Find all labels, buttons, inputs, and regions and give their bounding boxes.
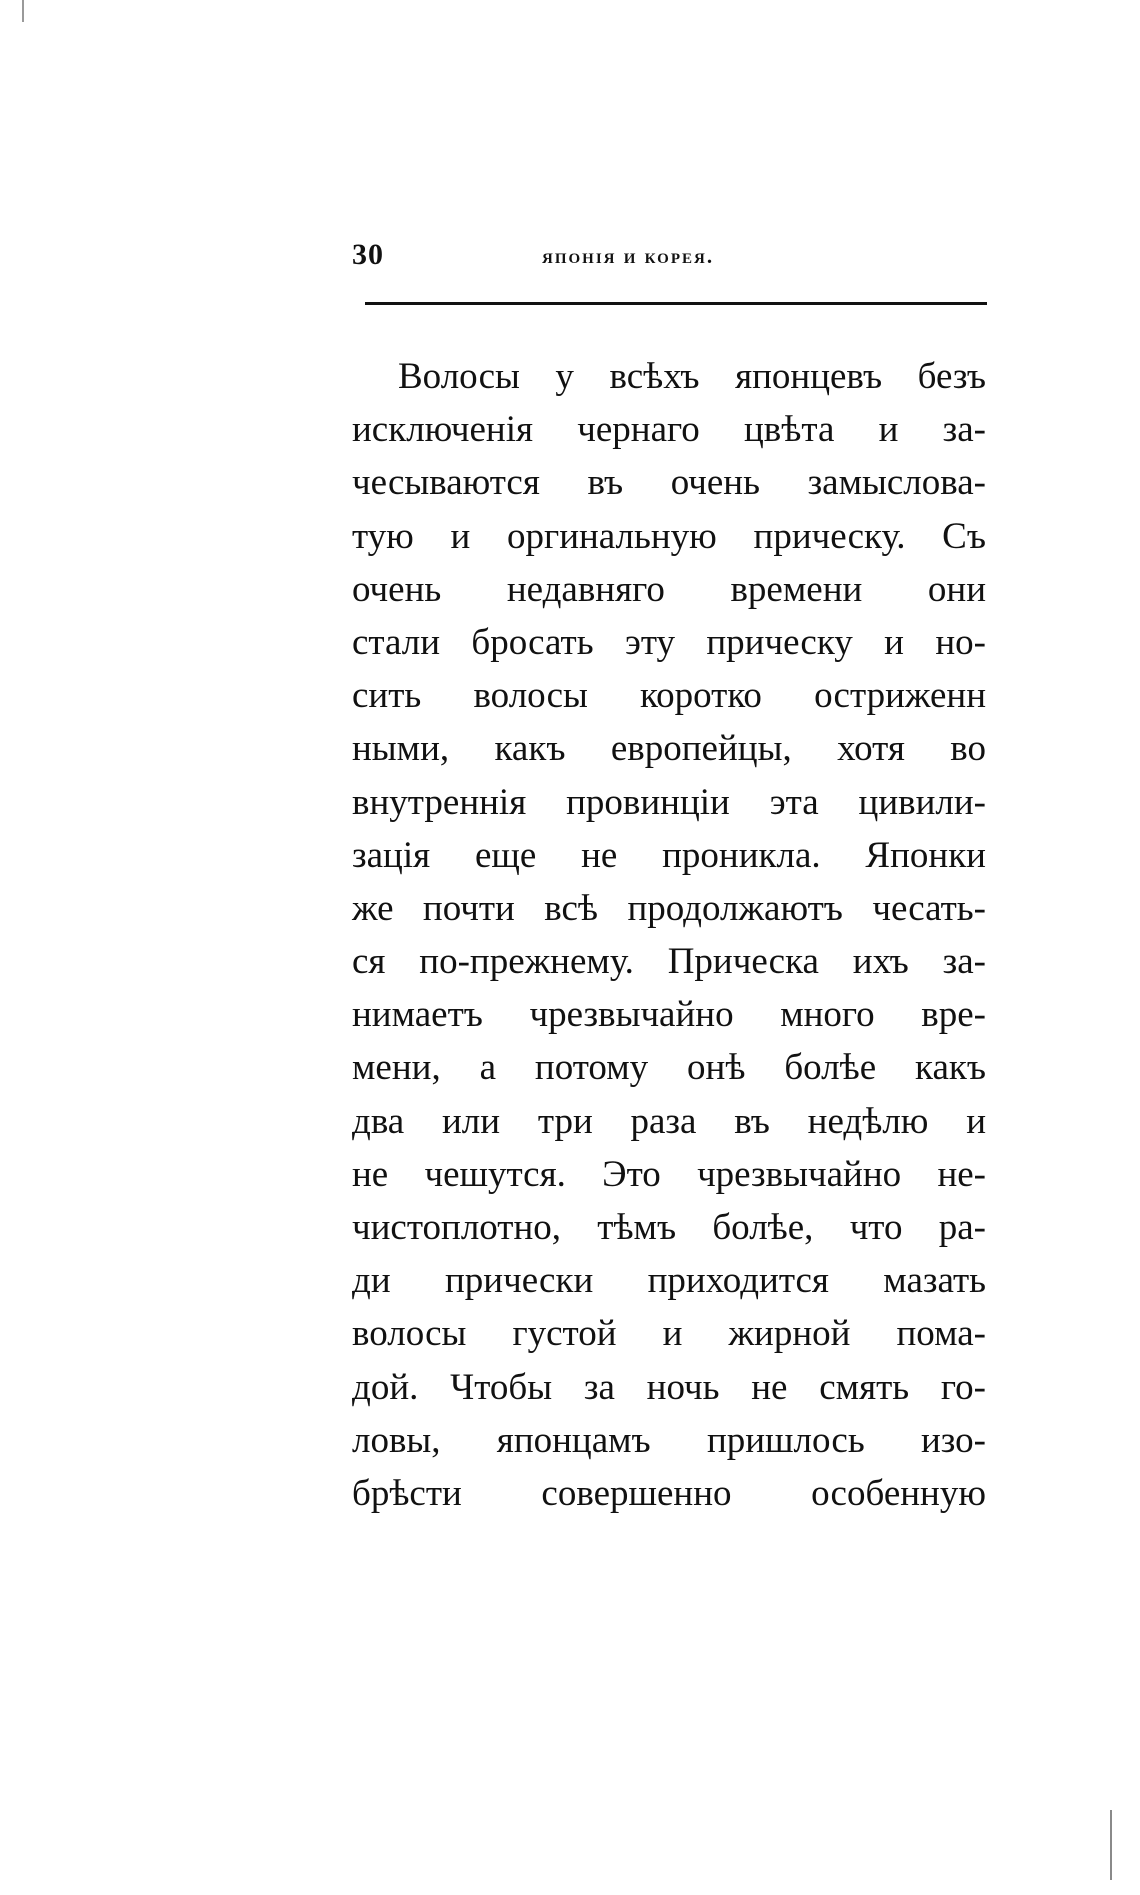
text-line: нимаетъ чрезвычайно много вре-	[352, 994, 986, 1036]
text-line: же почти всѣ продолжаютъ чесать-	[352, 887, 986, 929]
text-line: брѣсти совершенно особенную	[352, 1472, 986, 1514]
text-line: ными, какъ европейцы, хотя во	[352, 728, 986, 770]
page-number: 30	[352, 238, 384, 271]
text-line: тую и оргинальную прическу. Съ	[352, 515, 986, 557]
header-rule	[365, 302, 987, 305]
text-line: два или три раза въ недѣлю и	[352, 1100, 986, 1142]
text-line: сить волосы коротко остриженн	[352, 675, 986, 717]
running-title: японія и корея.	[542, 244, 715, 268]
text-line: дой. Чтобы за ночь не смять го-	[352, 1366, 986, 1408]
text-line: внутреннія провинціи эта цивили-	[352, 781, 986, 823]
running-head	[352, 238, 982, 278]
text-line: стали бросать эту прическу и но-	[352, 621, 986, 663]
text-line: очень недавняго времени они	[352, 568, 986, 610]
scan-edge-mark	[22, 0, 24, 22]
text-line: ловы, японцамъ пришлось изо-	[352, 1419, 986, 1461]
text-line: чесываются въ очень замыслова-	[352, 462, 986, 504]
text-line: исключенія чернаго цвѣта и за-	[352, 409, 986, 451]
text-line: Волосы у всѣхъ японцевъ безъ	[398, 356, 986, 397]
text-line: ся по-прежнему. Прическа ихъ за-	[352, 941, 986, 983]
scan-edge-mark	[1110, 1810, 1112, 1880]
text-line: не чешутся. Это чрезвычайно не-	[352, 1153, 986, 1195]
text-line: ди прически приходится мазать	[352, 1260, 986, 1302]
body-paragraph	[352, 350, 986, 1520]
text-line: мени, а потому онѣ болѣе какъ	[352, 1047, 986, 1089]
text-line: чистоплотно, тѣмъ болѣе, что ра-	[352, 1207, 986, 1248]
text-line: волосы густой и жирной пома-	[352, 1313, 986, 1355]
text-line: зація еще не проникла. Японки	[352, 834, 986, 876]
